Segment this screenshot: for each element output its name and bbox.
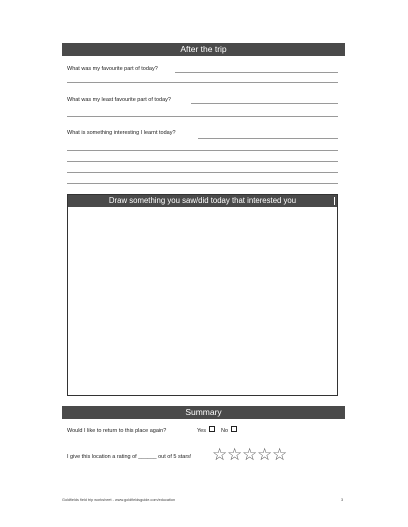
star-icon[interactable]: ☆ xyxy=(227,445,243,465)
star-icon[interactable]: ☆ xyxy=(272,445,288,465)
footer-source: Goldfields field trip worksheet - www.goldfieldsguide.com/education xyxy=(62,498,176,502)
drawing-header xyxy=(68,195,337,207)
after-trip-header: After the trip xyxy=(62,43,345,56)
star-icon[interactable]: ☆ xyxy=(242,445,258,465)
yes-checkbox[interactable] xyxy=(209,426,215,432)
page-number: 3 xyxy=(341,498,344,502)
summary-header: Summary xyxy=(62,406,345,419)
yes-label: Yes xyxy=(197,428,206,434)
header-divider xyxy=(334,197,335,205)
least-favourite-answer-line-1[interactable] xyxy=(191,103,338,104)
least-favourite-answer-line-2[interactable] xyxy=(67,116,338,117)
no-checkbox[interactable] xyxy=(231,426,237,432)
favourite-part-answer-line-2[interactable] xyxy=(67,82,338,83)
interesting-answer-line-2[interactable] xyxy=(67,150,338,151)
star-icon[interactable]: ☆ xyxy=(212,445,228,465)
return-question: Would I like to return to this place again? xyxy=(67,428,167,434)
interesting-learnt-question: What is something interesting I learnt today? xyxy=(67,130,176,136)
star-icon[interactable]: ☆ xyxy=(257,445,273,465)
interesting-answer-line-1[interactable] xyxy=(198,138,338,139)
favourite-part-answer-line-1[interactable] xyxy=(175,72,338,73)
least-favourite-question: What was my least favourite part of today? xyxy=(67,97,171,103)
interesting-answer-line-3[interactable] xyxy=(67,161,338,162)
rating-text: I give this location a rating of ______ out of 5 stars! xyxy=(67,454,192,460)
drawing-area[interactable] xyxy=(67,194,338,396)
interesting-answer-line-4[interactable] xyxy=(67,172,338,173)
drawing-header-label: Draw something you saw/did today that interested you xyxy=(108,196,297,205)
favourite-part-question: What was my favourite part of today? xyxy=(67,66,158,72)
no-label: No xyxy=(221,428,229,434)
interesting-answer-line-5[interactable] xyxy=(67,183,338,184)
